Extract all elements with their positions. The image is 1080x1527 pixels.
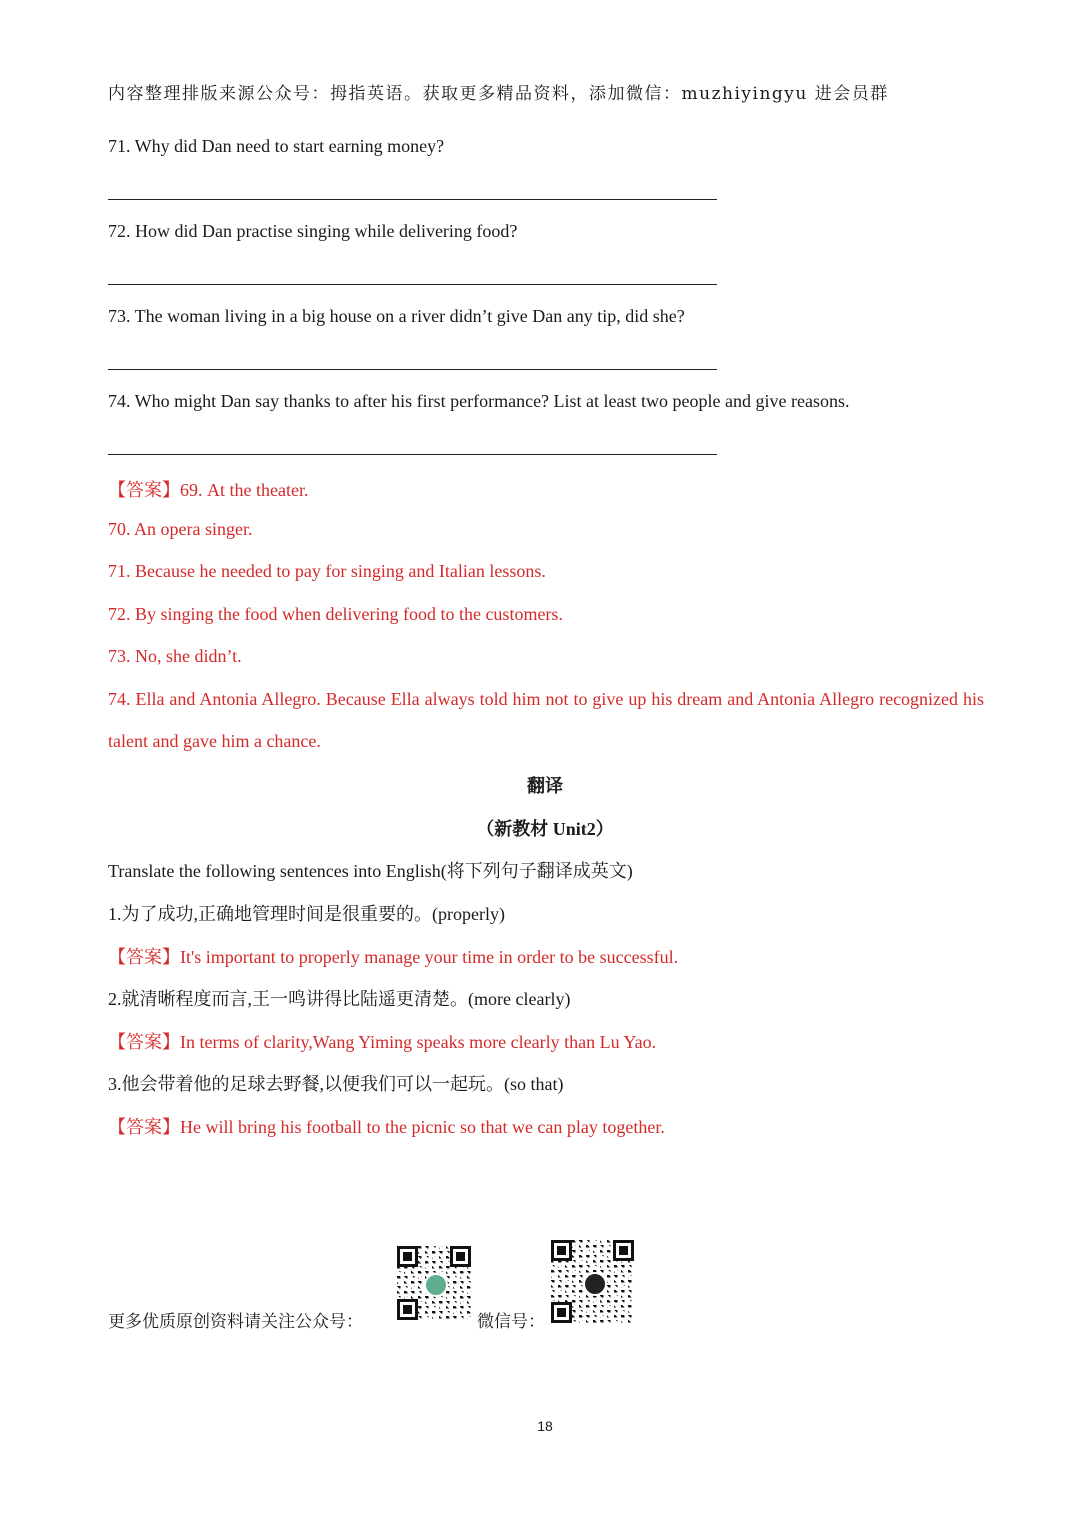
answer-73: 73. No, she didn’t. <box>108 646 242 666</box>
footer-wechat-text: 微信号： <box>477 1312 545 1332</box>
answer-74: 74. Ella and Antonia Allegro. Because Ella always told him not to give up his dream and Antonia Allegro recognized his talent and gave him a chance. <box>108 689 984 751</box>
translation-subheading: （新教材 Unit2） <box>476 819 614 839</box>
question-74: 74. Who might Dan say thanks to after his first performance? List at least two people and give reasons. <box>108 391 850 411</box>
answer-72: 72. By singing the food when delivering food to the customers. <box>108 604 563 624</box>
qr-code-icon <box>397 1246 471 1320</box>
page-number: 18 <box>537 1418 553 1434</box>
answer-70: 70. An opera singer. <box>108 519 253 539</box>
translation-heading: 翻译 <box>527 776 563 797</box>
answer-line[interactable] <box>108 284 717 285</box>
qr-code-icon <box>551 1240 634 1323</box>
translation-prompt-1: 1.为了成功,正确地管理时间是很重要的。(properly) <box>108 904 505 924</box>
translation-answer-3: 【答案】He will bring his football to the picnic so that we can play together. <box>108 1117 665 1137</box>
answer-line[interactable] <box>108 454 717 455</box>
translation-answer-2: 【答案】In terms of clarity,Wang Yiming speaks more clearly than Lu Yao. <box>108 1032 657 1052</box>
header-note: 内容整理排版来源公众号：拇指英语。获取更多精品资料，添加微信：muzhiyingyu 进会员群 <box>108 84 889 104</box>
answer-71: 71. Because he needed to pay for singing and Italian lessons. <box>108 561 546 581</box>
translation-instruction: Translate the following sentences into English(将下列句子翻译成英文) <box>108 861 633 881</box>
footer-follow-text: 更多优质原创资料请关注公众号： <box>108 1312 363 1332</box>
translation-prompt-2: 2.就清晰程度而言,王一鸣讲得比陆遥更清楚。(more clearly) <box>108 989 571 1009</box>
answer-69: 【答案】69. At the theater. <box>108 480 309 500</box>
answer-line[interactable] <box>108 199 717 200</box>
translation-answer-1: 【答案】It's important to properly manage your time in order to be successful. <box>108 947 679 967</box>
translation-prompt-3: 3.他会带着他的足球去野餐,以便我们可以一起玩。(so that) <box>108 1074 564 1094</box>
question-73: 73. The woman living in a big house on a river didn’t give Dan any tip, did she? <box>108 306 685 326</box>
answer-line[interactable] <box>108 369 717 370</box>
question-72: 72. How did Dan practise singing while delivering food? <box>108 221 518 241</box>
question-71: 71. Why did Dan need to start earning money? <box>108 136 445 156</box>
